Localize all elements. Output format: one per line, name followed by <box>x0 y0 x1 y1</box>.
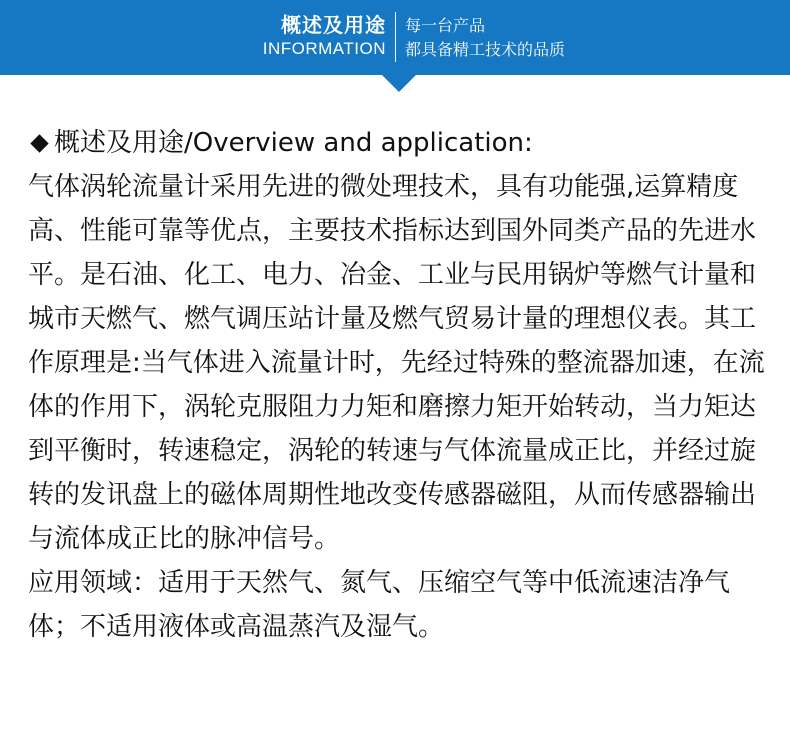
header-banner <box>0 0 790 75</box>
banner-subtitle: INFORMATION <box>262 39 386 58</box>
description-paragraph: 气体涡轮流量计采用先进的微处理技术，具有功能强,运算精度高、性能可靠等优点，主要技术指标达到国外同类产品的先进水平。是石油、化工、电力、冶金、工业与民用锅炉等燃气计量和城市天燃气、燃气调压站计量及燃气贸易计量的理想仪表。其工作原理是:当气体进入流量计时，先经过特殊的整流器加速，在流体的作用下，涡轮克服阻力力矩和磨擦力矩开始转动，当力矩达到平衡时，转速稳定，涡轮的转速与气体流量成正比，并经过旋转的发讯盘上的磁体周期性地改变传感器磁阻，从而传感器输出与流体成正比的脉冲信号。 <box>28 172 765 554</box>
section-heading <box>28 121 768 165</box>
application-paragraph: 应用领域：适用于天然气、氮气、压缩空气等中低流速洁净气体；不适用液体或高温蒸汽及湿气。 <box>28 568 731 642</box>
banner-divider <box>395 12 396 62</box>
diamond-bullet-icon <box>30 134 48 152</box>
overview-content <box>28 121 768 649</box>
banner-title: 概述及用途 <box>281 13 386 37</box>
banner-slogan-line2: 都具备精工技术的品质 <box>405 40 566 59</box>
section-heading-text: 概述及用途/Overview and application: <box>54 128 533 158</box>
banner-slogan-line1: 每一台产品 <box>405 16 486 35</box>
banner-slogan <box>405 14 565 62</box>
banner-pointer <box>381 74 417 92</box>
banner-title-block <box>263 12 386 60</box>
